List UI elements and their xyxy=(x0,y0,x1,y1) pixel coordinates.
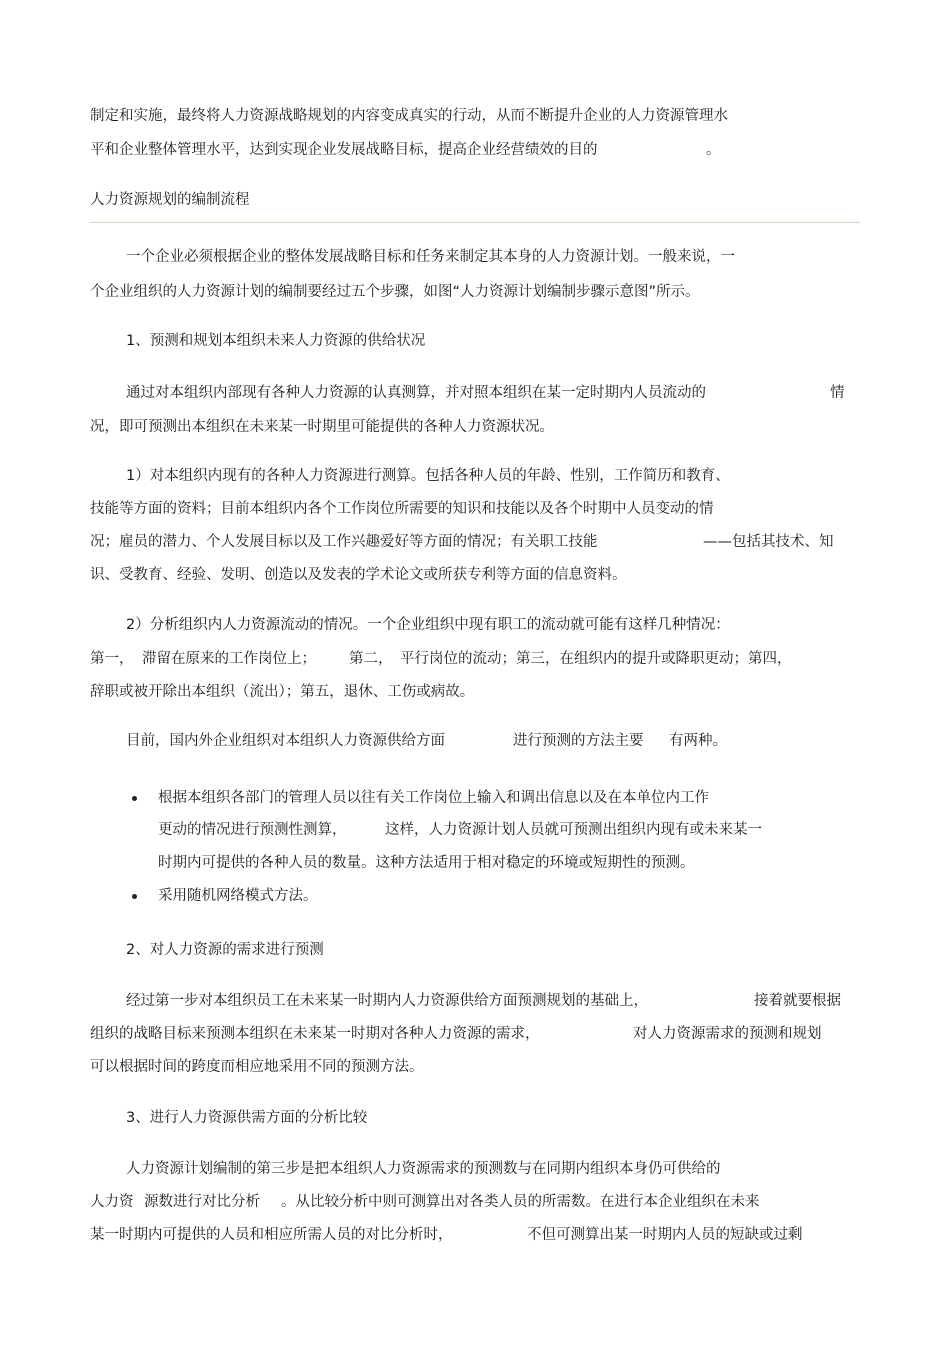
sub-item-line: 平行岗位的流动；第三，在组织内的提升或降职更动；第四， xyxy=(400,651,792,667)
paragraph-line: 可以根据时间的跨度而相应地采用不同的预测方法。 xyxy=(90,1059,424,1075)
paragraph-line: 经过第一步对本组织员工在未来某一时期内人力资源供给方面预测规划的基础上， xyxy=(126,993,648,1009)
step1-heading: 1、预测和规划本组织未来人力资源的供给状况 xyxy=(126,333,426,349)
sub-item-line: 辞职或被开除出本组织（流出）；第五，退休、工伤或病故。 xyxy=(90,684,475,700)
sub-item-line: 1）对本组织内现有的各种人力资源进行测算。包括各种人员的年龄、性别，工作简历和教育、 xyxy=(126,468,730,484)
paragraph-line: 一个企业必须根据企业的整体发展战略目标和任务来制定其本身的人力资源计划。一般来说，一 xyxy=(126,249,735,265)
paragraph-line-end: 不但可测算出某一时期内人员的短缺或过剩 xyxy=(527,1227,803,1243)
bullet-line: 时期内可提供的各种人员的数量。这种方法适用于相对稳定的环境或短期性的预测。 xyxy=(158,855,695,871)
paragraph-line: 有两种。 xyxy=(669,733,727,749)
paragraph-line: 人力资源计划编制的第三步是把本组织人力资源需求的预测数与在同期内组织本身仍可供给的 xyxy=(126,1161,721,1177)
paragraph-line: 组织的战略目标来预测本组织在未来某一时期对各种人力资源的需求， xyxy=(90,1026,540,1042)
step2-heading: 2、对人力资源的需求进行预测 xyxy=(126,942,324,958)
step3-heading: 3、进行人力资源供需方面的分析比较 xyxy=(126,1110,368,1126)
paragraph-line-end: 情 xyxy=(830,385,845,401)
bullet-line: 采用随机网络模式方法。 xyxy=(158,888,318,904)
bullet-marker xyxy=(132,796,137,801)
section-title: 人力资源规划的编制流程 xyxy=(90,192,250,208)
bullet-marker xyxy=(132,894,137,899)
sub-item-line: 第二， xyxy=(349,651,393,667)
paragraph-line: 进行预测的方法主要 xyxy=(513,733,644,749)
paragraph-line: 目前，国内外企业组织对本组织人力资源供给方面 xyxy=(126,733,445,749)
sub-item-line: 技能等方面的资料；目前本组织内各个工作岗位所需要的知识和技能以及各个时期中人员变动的情 xyxy=(90,501,714,517)
sub-item-line: 况；雇员的潜力、个人发展目标以及工作兴趣爱好等方面的情况；有关职工技能 xyxy=(90,534,598,550)
sub-item-line: 第一， xyxy=(90,651,134,667)
paragraph-line: 。从比较分析中则可测算出对各类人员的所需数。在进行本企业组织在未来 xyxy=(281,1194,760,1210)
intro-line: 平和企业整体管理水平，达到实现企业发展战略目标，提高企业经营绩效的目的 xyxy=(90,142,598,158)
bullet-line: 更动的情况进行预测性测算， xyxy=(158,822,347,838)
bullet-line: 根据本组织各部门的管理人员以往有关工作岗位上输入和调出信息以及在本单位内工作 xyxy=(158,790,709,806)
paragraph-line-end: 对人力资源需求的预测和规划 xyxy=(633,1026,822,1042)
sub-item-line: 滞留在原来的工作岗位上； xyxy=(142,651,316,667)
paragraph-line: 况，即可预测出本组织在未来某一时期里可能提供的各种人力资源状况。 xyxy=(90,419,554,435)
sub-item-line: 识、受教育、经验、发明、创造以及发表的学术论文或所获专利等方面的信息资料。 xyxy=(90,567,627,583)
paragraph-line: 个企业组织的人力资源计划的编制要经过五个步骤，如图“人力资源计划编制步骤示意图”所示。 xyxy=(90,284,700,300)
intro-line-end: 。 xyxy=(706,142,721,158)
sub-item-line-end: ——包括其技术、知 xyxy=(703,534,834,550)
intro-line: 制定和实施，最终将人力资源战略规划的内容变成真实的行动，从而不断提升企业的人力资源管理水 xyxy=(90,108,728,124)
paragraph-line: 通过对本组织内部现有各种人力资源的认真测算，并对照本组织在某一定时期内人员流动的 xyxy=(126,385,706,401)
bullet-line: 这样，人力资源计划人员就可预测出组织内现有或未来某一 xyxy=(385,822,762,838)
paragraph-line: 某一时期内可提供的人员和相应所需人员的对比分析时， xyxy=(90,1227,453,1243)
paragraph-line: 源数进行对比分析 xyxy=(144,1194,260,1210)
paragraph-line: 人力资 xyxy=(90,1194,134,1210)
section-divider xyxy=(90,222,860,223)
sub-item-line: 2）分析组织内人力资源流动的情况。一个企业组织中现有职工的流动就可能有这样几种情况： xyxy=(126,617,730,633)
paragraph-line-end: 接着就要根据 xyxy=(754,993,841,1009)
